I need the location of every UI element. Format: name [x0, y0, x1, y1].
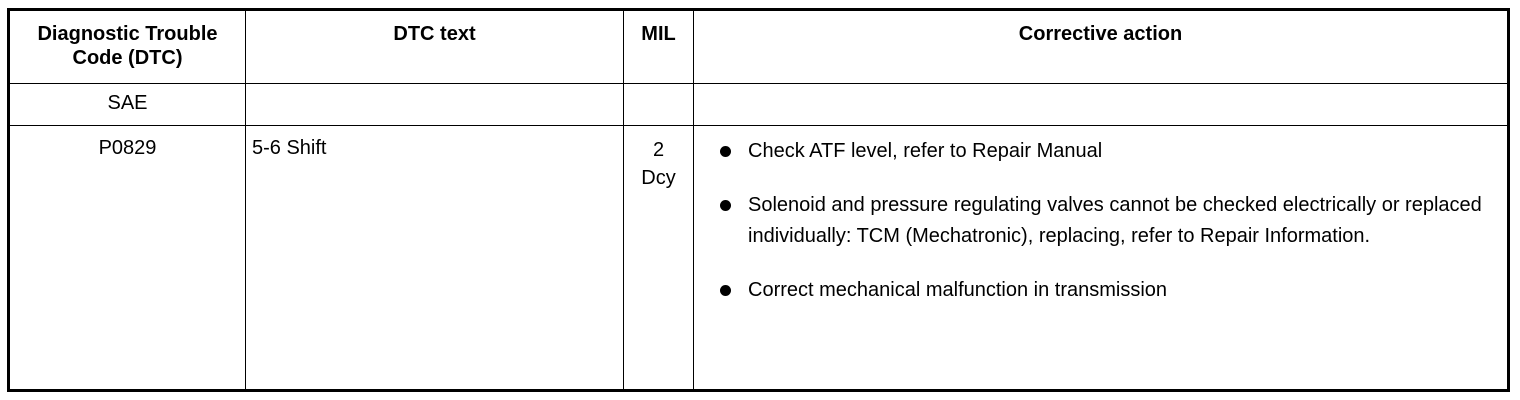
bullet-dot-icon	[720, 285, 731, 296]
action-text: Correct mechanical malfunction in transmission	[748, 279, 1168, 301]
corrective-action-cell	[694, 126, 1509, 391]
table-row	[9, 126, 1509, 391]
sae-label: SAE	[107, 92, 148, 114]
list-item	[720, 136, 1487, 167]
sae-empty-cell	[694, 84, 1509, 126]
header-corrective-action	[694, 10, 1509, 84]
bullet-dot-icon	[720, 200, 731, 211]
dtc-text-cell	[246, 126, 624, 391]
mil-unit: Dcy	[641, 167, 676, 189]
dtc-code: P0829	[98, 137, 157, 159]
header-mil	[624, 10, 694, 84]
sae-empty-cell	[624, 84, 694, 126]
list-item	[720, 275, 1487, 306]
mil-cell	[624, 126, 694, 391]
header-row	[9, 10, 1509, 84]
sae-row	[9, 84, 1509, 126]
dtc-code-cell	[9, 126, 246, 391]
dtc-text: 5-6 Shift	[252, 137, 327, 159]
mil-value: 2	[652, 139, 665, 161]
header-corrective-action-label: Corrective action	[1018, 23, 1183, 45]
dtc-table	[7, 8, 1510, 392]
list-item	[720, 190, 1487, 252]
header-dtc-code	[9, 10, 246, 84]
header-dtc-code-label: Diagnostic Trouble Code (DTC)	[37, 23, 218, 69]
bullet-dot-icon	[720, 146, 731, 157]
action-text: Check ATF level, refer to Repair Manual	[748, 140, 1103, 162]
sae-empty-cell	[246, 84, 624, 126]
action-text: Solenoid and pressure regulating valves cannot be checked electrically or replaced individually: TCM (Mechatronic), replacing, refer to Repair Information.	[748, 194, 1482, 247]
corrective-action-list	[720, 136, 1487, 306]
sae-cell	[9, 84, 246, 126]
header-dtc-text-label: DTC text	[393, 23, 476, 45]
header-mil-label: MIL	[641, 23, 676, 45]
header-dtc-text	[246, 10, 624, 84]
